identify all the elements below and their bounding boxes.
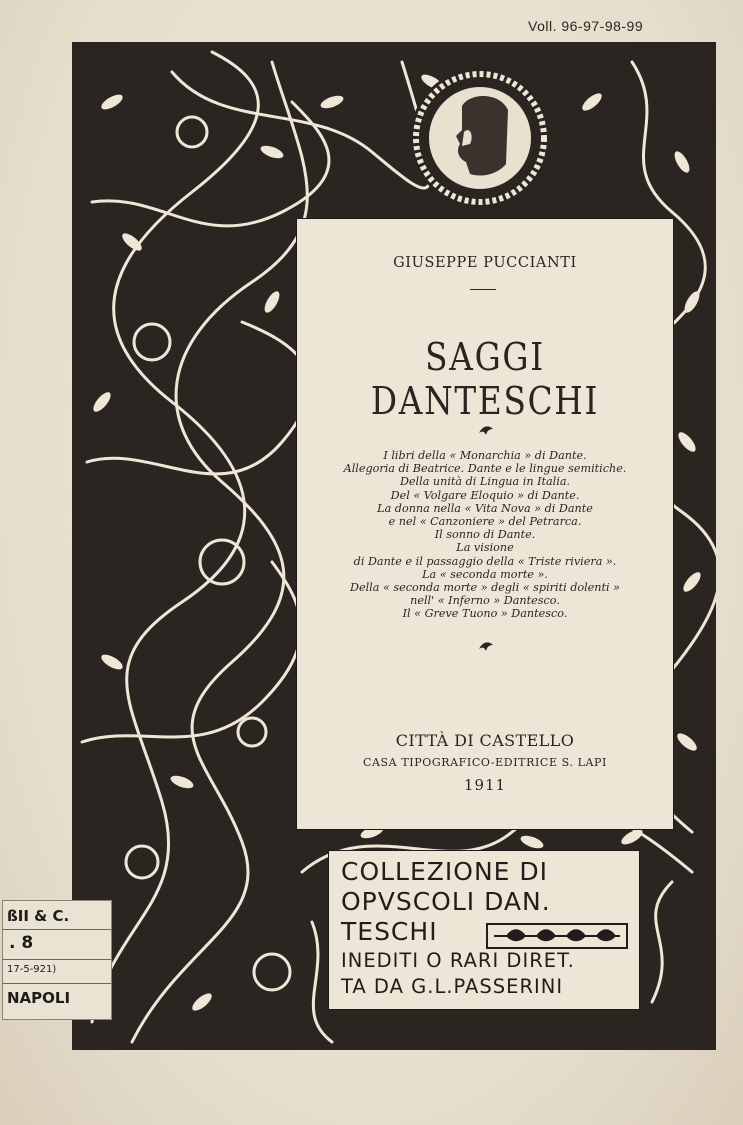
volume-label: Voll. 96-97-98-99 (528, 18, 644, 34)
leaf-ornament-icon (486, 923, 628, 949)
list-item: La « seconda morte ». (422, 567, 548, 581)
series-line: INEDITI O RARI DIRET. (341, 949, 575, 972)
title-panel (296, 218, 674, 830)
list-item: e nel « Canzoniere » del Petrarca. (388, 515, 582, 529)
book-title: SAGGI DANTESCHI (370, 335, 600, 423)
list-item: nell' « Inferno » Dantesco. (410, 594, 560, 608)
list-item: Della unità di Lingua in Italia. (399, 475, 571, 489)
contents-list (307, 449, 663, 621)
label-line: 17-5-921) (7, 964, 57, 975)
list-item: Del « Volgare Eloquio » di Dante. (390, 488, 580, 502)
list-item: La donna nella « Vita Nova » di Dante (377, 501, 593, 515)
fleuron-icon (477, 423, 495, 437)
list-item: di Dante e il passaggio della « Triste riviera ». (353, 554, 617, 568)
publication-city: CITTÀ DI CASTELLO (395, 731, 575, 750)
list-item: Il sonno di Dante. (434, 528, 536, 542)
fleuron-icon (477, 639, 495, 653)
series-line: TESCHI (341, 917, 438, 946)
dante-portrait-medallion (400, 66, 560, 210)
label-rule (3, 983, 111, 984)
label-rule (3, 929, 111, 930)
list-item: La visione (456, 541, 514, 555)
label-line: ßII & C. (7, 907, 70, 925)
publisher-name: CASA TIPOGRAFICO-EDITRICE S. LAPI (362, 756, 608, 769)
series-line: OPVSCOLI DAN. (341, 887, 551, 916)
divider (470, 289, 496, 290)
label-rule (3, 959, 111, 960)
list-item: Della « seconda morte » degli « spiriti dolenti » (350, 581, 620, 595)
list-item: Allegoria di Beatrice. Dante e le lingue semitiche. (343, 462, 627, 476)
publication-year: 1911 (463, 776, 507, 794)
label-line: . 8 (9, 933, 34, 953)
label-line: NAPOLI (7, 989, 71, 1007)
series-line: COLLEZIONE DI (341, 857, 549, 886)
author-name: GIUSEPPE PUCCIANTI (393, 255, 577, 271)
series-line: TA DA G.L.PASSERINI (341, 975, 564, 998)
library-label (2, 900, 112, 1020)
list-item: Il « Greve Tuono » Dantesco. (402, 607, 568, 621)
list-item: I libri della « Monarchia » di Dante. (383, 449, 587, 462)
series-panel (328, 850, 640, 1010)
